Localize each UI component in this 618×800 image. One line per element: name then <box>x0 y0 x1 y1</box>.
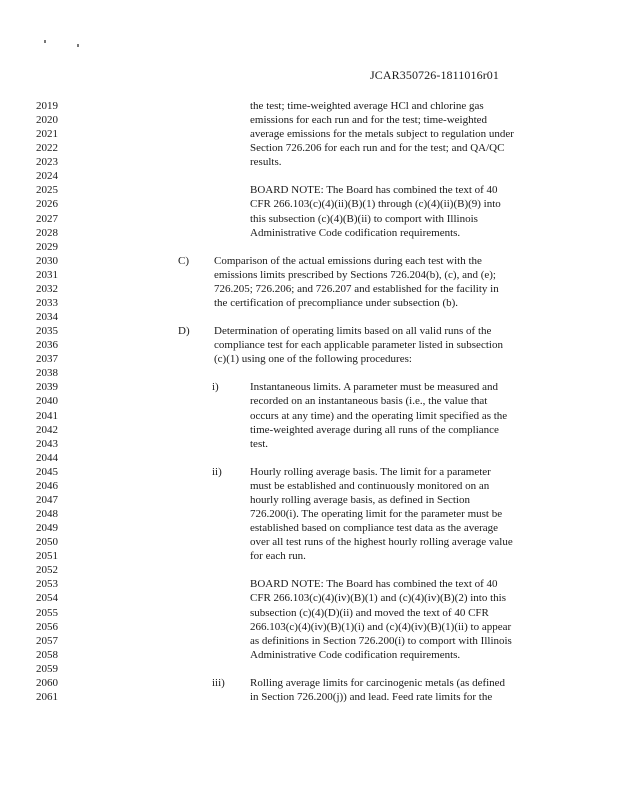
line-number: 2026 <box>36 198 58 211</box>
text-line: Section 726.206 for each run and for the test; and QA/QC <box>250 142 505 155</box>
text-line: the certification of precompliance under subsection (b). <box>214 296 459 309</box>
text-line: Instantaneous limits. A parameter must be measured and <box>250 381 499 394</box>
line-number: 2019 <box>36 100 58 112</box>
line-number: 2059 <box>36 662 58 675</box>
line-number: 2058 <box>36 648 58 661</box>
text-line: 726.200(i). The operating limit for the parameter must be <box>250 508 503 521</box>
text-line: as definitions in Section 726.200(i) to comport with Illinois <box>250 634 512 647</box>
text-line: BOARD NOTE: The Board has combined the text of 40 <box>250 184 498 197</box>
text-line: CFR 266.103(c)(4)(ii)(B)(1) through (c)(4)(ii)(B)(9) into <box>250 198 501 211</box>
line-number: 2020 <box>36 114 58 127</box>
document-id: JCAR350726-1811016r01 <box>370 68 499 82</box>
list-marker: ii) <box>212 465 222 478</box>
line-number: 2023 <box>36 156 58 169</box>
text-line: this subsection (c)(4)(B)(ii) to comport with Illinois <box>250 212 478 225</box>
line-number: 2037 <box>36 353 58 366</box>
list-marker: iii) <box>212 676 225 689</box>
list-marker: i) <box>212 381 219 394</box>
line-number: 2055 <box>36 606 58 619</box>
text-line: average emissions for the metals subject to regulation under <box>250 128 514 141</box>
text-line: time-weighted average during all runs of the compliance <box>250 423 499 436</box>
text-line: 266.103(c)(4)(iv)(B)(1)(i) and (c)(4)(iv)(B)(1)(ii) to appear <box>250 620 512 633</box>
text-line: results. <box>250 156 282 169</box>
list-marker: D) <box>178 325 190 338</box>
text-line: Administrative Code codification requirements. <box>250 226 461 239</box>
text-line: emissions limits prescribed by Sections 726.204(b), (c), and (e); <box>214 268 496 281</box>
text-line: for each run. <box>250 550 306 563</box>
line-number: 2042 <box>36 423 58 436</box>
text-line: BOARD NOTE: The Board has combined the text of 40 <box>250 578 498 591</box>
line-number: 2035 <box>36 325 58 338</box>
text-line: the test; time-weighted average HCl and chlorine gas <box>250 100 484 112</box>
line-number: 2043 <box>36 437 58 450</box>
line-number: 2050 <box>36 536 58 549</box>
line-number: 2028 <box>36 226 58 239</box>
line-number: 2034 <box>36 311 58 324</box>
line-number: 2025 <box>36 184 58 197</box>
line-number: 2054 <box>36 592 58 605</box>
text-line: emissions for each run and for the test; time-weighted <box>250 114 488 127</box>
text-line: recorded on an instantaneous basis (i.e., the value that <box>250 395 488 408</box>
list-marker: C) <box>178 254 189 267</box>
text-line: (c)(1) using one of the following procedures: <box>214 353 412 366</box>
text-line: in Section 726.200(j)) and lead. Feed rate limits for the <box>250 690 493 703</box>
text-line: Determination of operating limits based on all valid runs of the <box>214 325 492 338</box>
line-number: 2051 <box>36 550 58 563</box>
line-number: 2061 <box>36 690 58 703</box>
line-number: 2049 <box>36 522 58 535</box>
line-number: 2024 <box>36 170 58 183</box>
line-number: 2031 <box>36 268 58 281</box>
line-number: 2036 <box>36 339 58 352</box>
text-line: 726.205; 726.206; and 726.207 and established for the facility in <box>214 282 499 295</box>
text-line: compliance test for each applicable parameter listed in subsection <box>214 339 503 352</box>
text-line: subsection (c)(4)(D)(ii) and moved the text of 40 CFR <box>250 606 489 619</box>
text-line: must be established and continuously monitored on an <box>250 479 490 492</box>
line-number: 2038 <box>36 367 58 380</box>
text-line: Comparison of the actual emissions during each test with the <box>214 254 482 267</box>
line-number: 2060 <box>36 676 58 689</box>
line-number: 2027 <box>36 212 58 225</box>
line-number: 2040 <box>36 395 58 408</box>
text-line: CFR 266.103(c)(4)(iv)(B)(1) and (c)(4)(iv)(B)(2) into this <box>250 592 506 605</box>
scan-mark <box>44 40 46 43</box>
text-line: hourly rolling average basis, as defined in Section <box>250 493 470 506</box>
text-line: Administrative Code codification requirements. <box>250 648 461 661</box>
line-number: 2057 <box>36 634 58 647</box>
scan-mark <box>77 44 79 47</box>
line-number: 2047 <box>36 493 58 506</box>
line-number: 2053 <box>36 578 58 591</box>
line-number: 2030 <box>36 254 58 267</box>
line-number: 2029 <box>36 240 58 253</box>
line-number: 2056 <box>36 620 58 633</box>
text-line: occurs at any time) and the operating limit specified as the <box>250 409 508 422</box>
text-line: Hourly rolling average basis. The limit for a parameter <box>250 465 491 478</box>
line-number: 2048 <box>36 508 58 521</box>
line-number: 2046 <box>36 479 58 492</box>
line-number: 2033 <box>36 296 58 309</box>
line-number: 2032 <box>36 282 58 295</box>
line-number: 2052 <box>36 564 58 577</box>
text-line: Rolling average limits for carcinogenic metals (as defined <box>250 676 506 689</box>
line-number: 2022 <box>36 142 58 155</box>
line-number: 2044 <box>36 451 58 464</box>
text-line: test. <box>250 437 269 450</box>
text-line: established based on compliance test data as the average <box>250 522 499 535</box>
line-number: 2045 <box>36 465 58 478</box>
text-line: over all test runs of the highest hourly rolling average value <box>250 536 513 549</box>
line-number: 2041 <box>36 409 58 422</box>
line-number: 2021 <box>36 128 58 141</box>
line-number: 2039 <box>36 381 58 394</box>
